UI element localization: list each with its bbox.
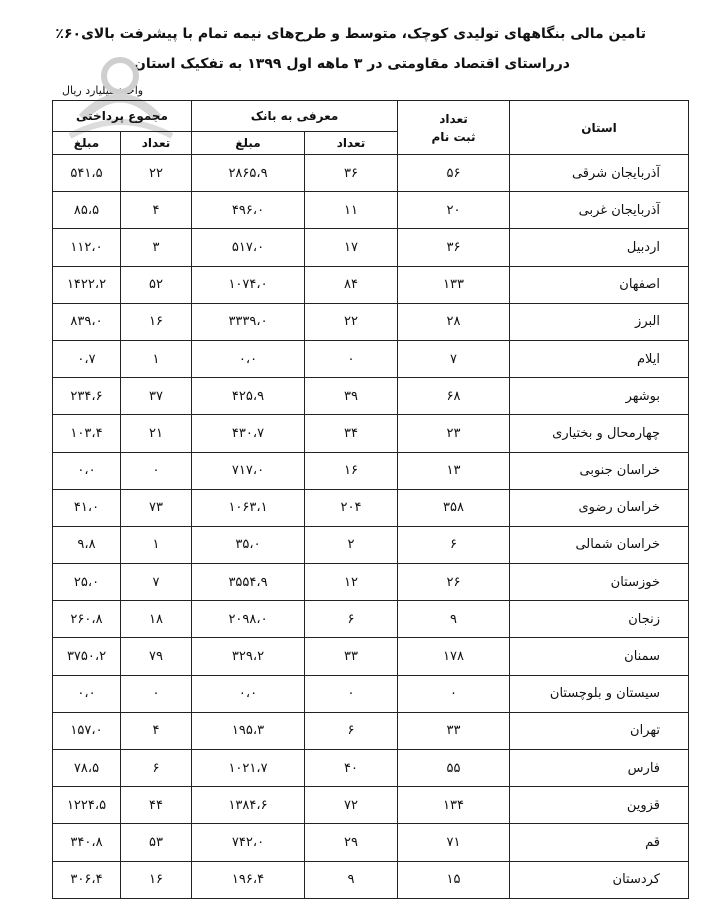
cell-registered: ۱۵ <box>398 861 510 898</box>
cell-total-amount: ۱۰۳،۴ <box>53 415 121 452</box>
table-row <box>53 192 689 229</box>
cell-registered: ۲۶ <box>398 564 510 601</box>
header-total-group: مجموع پرداختی <box>53 101 192 132</box>
cell-referred-count: ۶ <box>305 712 398 749</box>
cell-referred-count: ۱۲ <box>305 564 398 601</box>
cell-total-count: ۵۲ <box>121 266 192 303</box>
cell-referred-count: ۳۴ <box>305 415 398 452</box>
province-finance-table <box>52 100 689 899</box>
cell-total-amount: ۲۵،۰ <box>53 564 121 601</box>
cell-referred-count: ۱۷ <box>305 229 398 266</box>
cell-province: تهران <box>510 712 689 749</box>
cell-referred-count: ۳۶ <box>305 155 398 192</box>
cell-province: خوزستان <box>510 564 689 601</box>
cell-registered: ۱۷۸ <box>398 638 510 675</box>
cell-referred-amount: ۴۹۶،۰ <box>192 192 305 229</box>
table-row <box>53 415 689 452</box>
table-row <box>53 750 689 787</box>
cell-province: خراسان جنوبی <box>510 452 689 489</box>
cell-referred-amount: ۳۵،۰ <box>192 526 305 563</box>
cell-total-amount: ۳۴۰،۸ <box>53 824 121 861</box>
cell-referred-count: ۳۳ <box>305 638 398 675</box>
cell-registered: ۳۳ <box>398 712 510 749</box>
cell-registered: ۵۶ <box>398 155 510 192</box>
cell-registered: ۶ <box>398 526 510 563</box>
cell-referred-count: ۴۰ <box>305 750 398 787</box>
cell-total-count: ۴ <box>121 712 192 749</box>
cell-province: خراسان رضوی <box>510 489 689 526</box>
cell-referred-count: ۰ <box>305 675 398 712</box>
cell-registered: ۱۳ <box>398 452 510 489</box>
cell-total-count: ۰ <box>121 452 192 489</box>
cell-registered: ۲۰ <box>398 192 510 229</box>
cell-total-amount: ۴۱،۰ <box>53 489 121 526</box>
table-row <box>53 266 689 303</box>
header-registered <box>398 101 510 155</box>
cell-total-amount: ۸۳۹،۰ <box>53 303 121 340</box>
cell-total-count: ۶ <box>121 750 192 787</box>
cell-referred-amount: ۴۲۵،۹ <box>192 378 305 415</box>
table-row <box>53 340 689 377</box>
cell-total-amount: ۰،۷ <box>53 340 121 377</box>
cell-total-count: ۵۳ <box>121 824 192 861</box>
cell-total-count: ۱ <box>121 340 192 377</box>
cell-total-count: ۷۳ <box>121 489 192 526</box>
cell-referred-count: ۲ <box>305 526 398 563</box>
header-referred-amount: مبلغ <box>192 132 305 155</box>
cell-province: اصفهان <box>510 266 689 303</box>
cell-total-amount: ۱۱۲،۰ <box>53 229 121 266</box>
cell-total-count: ۳ <box>121 229 192 266</box>
cell-total-count: ۳۷ <box>121 378 192 415</box>
table-row <box>53 526 689 563</box>
cell-total-amount: ۳۷۵۰،۲ <box>53 638 121 675</box>
cell-referred-amount: ۱۰۶۳،۱ <box>192 489 305 526</box>
cell-total-count: ۷۹ <box>121 638 192 675</box>
cell-registered: ۳۵۸ <box>398 489 510 526</box>
cell-referred-amount: ۷۴۲،۰ <box>192 824 305 861</box>
table-row <box>53 452 689 489</box>
cell-total-amount: ۱۲۲۴،۵ <box>53 787 121 824</box>
cell-total-amount: ۰،۰ <box>53 675 121 712</box>
cell-total-count: ۴ <box>121 192 192 229</box>
cell-total-count: ۱۶ <box>121 861 192 898</box>
cell-total-amount: ۹،۸ <box>53 526 121 563</box>
header-province: استان <box>510 101 689 155</box>
cell-referred-count: ۱۶ <box>305 452 398 489</box>
cell-referred-count: ۱۱ <box>305 192 398 229</box>
cell-referred-amount: ۱۳۸۴،۶ <box>192 787 305 824</box>
cell-referred-amount: ۳۳۳۹،۰ <box>192 303 305 340</box>
cell-total-count: ۲۲ <box>121 155 192 192</box>
cell-registered: ۱۳۴ <box>398 787 510 824</box>
cell-referred-count: ۹ <box>305 861 398 898</box>
cell-referred-amount: ۱۰۷۴،۰ <box>192 266 305 303</box>
cell-referred-amount: ۴۳۰،۷ <box>192 415 305 452</box>
cell-total-amount: ۰،۰ <box>53 452 121 489</box>
cell-referred-count: ۰ <box>305 340 398 377</box>
cell-province: خراسان شمالی <box>510 526 689 563</box>
cell-registered: ۹ <box>398 601 510 638</box>
cell-registered: ۷۱ <box>398 824 510 861</box>
unit-label: واحد: میلیارد ریال <box>62 84 144 97</box>
table-row <box>53 155 689 192</box>
cell-total-amount: ۸۵،۵ <box>53 192 121 229</box>
header-referred-count: تعداد <box>305 132 398 155</box>
cell-total-count: ۱۸ <box>121 601 192 638</box>
cell-province: سیستان و بلوچستان <box>510 675 689 712</box>
cell-province: فارس <box>510 750 689 787</box>
cell-referred-amount: ۱۰۲۱،۷ <box>192 750 305 787</box>
header-total-amount: مبلغ <box>53 132 121 155</box>
cell-referred-amount: ۷۱۷،۰ <box>192 452 305 489</box>
header-referred-group: معرفی به بانک <box>192 101 398 132</box>
cell-registered: ۲۸ <box>398 303 510 340</box>
cell-province: قزوین <box>510 787 689 824</box>
document-title-line-1: تامین مالی بنگاههای تولیدی کوچک، متوسط و طرح‌های نیمه تمام با پیشرفت بالای۶۰٪ <box>55 26 646 42</box>
cell-total-count: ۲۱ <box>121 415 192 452</box>
cell-referred-amount: ۱۹۵،۳ <box>192 712 305 749</box>
table-row <box>53 638 689 675</box>
header-registered-line-1: تعداد <box>439 111 468 126</box>
header-total-count: تعداد <box>121 132 192 155</box>
cell-province: کردستان <box>510 861 689 898</box>
cell-province: بوشهر <box>510 378 689 415</box>
cell-province: قم <box>510 824 689 861</box>
cell-total-count: ۷ <box>121 564 192 601</box>
cell-province: ایلام <box>510 340 689 377</box>
cell-registered: ۵۵ <box>398 750 510 787</box>
cell-total-count: ۱ <box>121 526 192 563</box>
cell-referred-count: ۷۲ <box>305 787 398 824</box>
cell-total-count: ۰ <box>121 675 192 712</box>
cell-province: چهارمحال و بختیاری <box>510 415 689 452</box>
table-row <box>53 489 689 526</box>
cell-referred-amount: ۲۰۹۸،۰ <box>192 601 305 638</box>
cell-province: البرز <box>510 303 689 340</box>
cell-registered: ۷ <box>398 340 510 377</box>
cell-total-amount: ۲۳۴،۶ <box>53 378 121 415</box>
cell-total-amount: ۵۴۱،۵ <box>53 155 121 192</box>
cell-registered: ۰ <box>398 675 510 712</box>
cell-total-amount: ۱۴۲۲،۲ <box>53 266 121 303</box>
cell-total-count: ۱۶ <box>121 303 192 340</box>
table-row <box>53 564 689 601</box>
cell-referred-amount: ۳۵۵۴،۹ <box>192 564 305 601</box>
table-row <box>53 712 689 749</box>
document-title-line-2: درراستای اقتصاد مقاومتی در ۳ ماهه اول ۱۳۹۹ به تفکیک استان <box>133 56 570 72</box>
cell-total-count: ۴۴ <box>121 787 192 824</box>
cell-province: سمنان <box>510 638 689 675</box>
cell-referred-amount: ۵۱۷،۰ <box>192 229 305 266</box>
header-registered-line-2: ثبت نام <box>431 129 476 144</box>
cell-total-amount: ۲۶۰،۸ <box>53 601 121 638</box>
cell-province: آذربایجان شرقی <box>510 155 689 192</box>
cell-total-amount: ۱۵۷،۰ <box>53 712 121 749</box>
cell-referred-count: ۲۹ <box>305 824 398 861</box>
cell-total-amount: ۳۰۶،۴ <box>53 861 121 898</box>
table-row <box>53 303 689 340</box>
cell-referred-amount: ۰،۰ <box>192 675 305 712</box>
cell-registered: ۳۶ <box>398 229 510 266</box>
table-row <box>53 824 689 861</box>
table-row <box>53 861 689 898</box>
cell-total-amount: ۷۸،۵ <box>53 750 121 787</box>
table-row <box>53 601 689 638</box>
table-row <box>53 378 689 415</box>
cell-referred-amount: ۰،۰ <box>192 340 305 377</box>
cell-referred-count: ۲۲ <box>305 303 398 340</box>
cell-registered: ۲۳ <box>398 415 510 452</box>
table-row <box>53 675 689 712</box>
table-body <box>53 155 689 899</box>
cell-referred-count: ۶ <box>305 601 398 638</box>
cell-registered: ۱۳۳ <box>398 266 510 303</box>
cell-referred-count: ۲۰۴ <box>305 489 398 526</box>
cell-province: زنجان <box>510 601 689 638</box>
cell-referred-count: ۸۴ <box>305 266 398 303</box>
table-row <box>53 787 689 824</box>
cell-referred-amount: ۱۹۶،۴ <box>192 861 305 898</box>
cell-province: اردبیل <box>510 229 689 266</box>
table-row <box>53 229 689 266</box>
cell-registered: ۶۸ <box>398 378 510 415</box>
cell-referred-amount: ۳۲۹،۲ <box>192 638 305 675</box>
cell-referred-amount: ۲۸۶۵،۹ <box>192 155 305 192</box>
cell-referred-count: ۳۹ <box>305 378 398 415</box>
cell-province: آذربایجان غربی <box>510 192 689 229</box>
